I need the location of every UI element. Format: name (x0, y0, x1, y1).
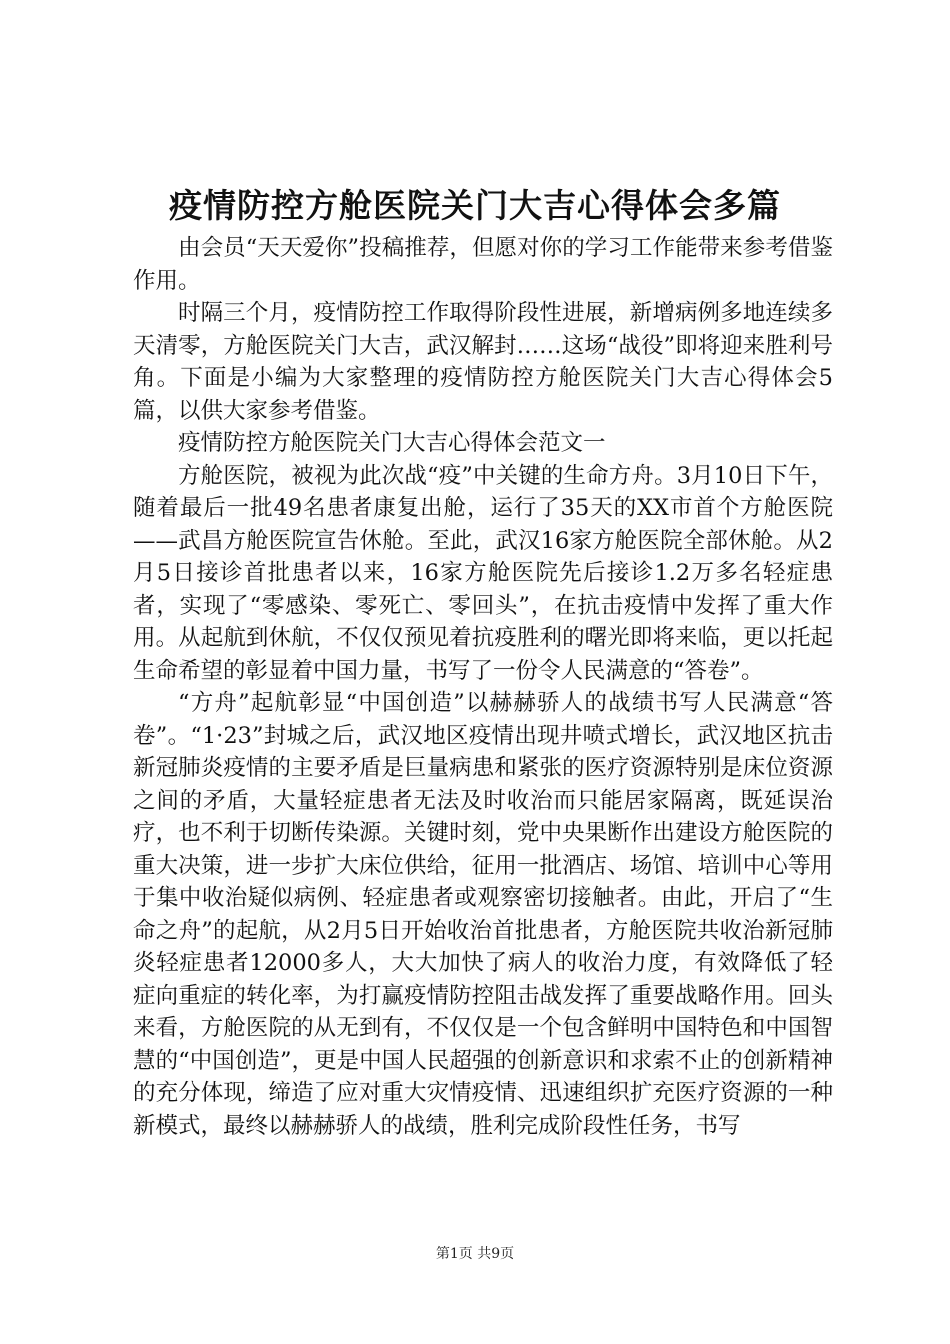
page-footer: 第1页 共9页 (435, 1246, 515, 1262)
summary-paragraph: 时隔三个月，疫情防控工作取得阶段性进展，新增病例多地连续多天清零，方舱医院关门大吉，武汉解封……这场“战役”即将迎来胜利号角。下面是小编为大家整理的疫情防控方舱医院关门大吉心得体会5篇，以供大家参考借鉴。 (133, 300, 833, 424)
body-paragraph: “方舟”起航彰显“中国创造”以赫赫骄人的战绩书写人民满意“答卷”。“1·23”封城之后，武汉地区疫情出现井喷式增长，武汉地区抗击新冠肺炎疫情的主要矛盾是巨量病患和紧张的医疗资源特别是床位资源之间的矛盾，大量轻症患者无法及时收治而只能居家隔离，既延误治疗，也不利于切断传染源。关键时刻，党中央果断作出建设方舱医院的重大决策，进一步扩大床位供给，征用一批酒店、场馆、培训中心等用于集中收治疑似病例、轻症患者或观察密切接触者。由此，开启了“生命之舟”的起航，从2月5日开始收治首批患者，方舱医院共收治新冠肺炎轻症患者12000多人，大大加快了病人的收治力度，有效降低了轻症向重症的转化率，为打赢疫情防控阻击战发挥了重要战略作用。回头来看，方舱医院的从无到有，不仅仅是一个包含鲜明中国特色和中国智慧的“中国创造”，更是中国人民超强的创新意识和求索不止的创新精神的充分体现，缔造了应对重大灾情疫情、迅速组织扩充医疗资源的一种新模式，最终以赫赫骄人的战绩，胜利完成阶段性任务，书写 (133, 690, 833, 1139)
body-paragraph: 方舱医院，被视为此次战“疫”中关键的生命方舟。3月10日下午，随着最后一批49名患者康复出舱，运行了35天的XX市首个方舱医院——武昌方舱医院宣告休舱。至此，武汉16家方舱医院全部休舱。从2月5日接诊首批患者以来，16家方舱医院先后接诊1.2万多名轻症患者，实现了“零感染、零死亡、零回头”，在抗击疫情中发挥了重大作用。从起航到休航，不仅仅预见着抗疫胜利的曙光即将来临，更以托起生命希望的彰显着中国力量，书写了一份令人民满意的“答卷”。 (133, 462, 833, 684)
section-heading: 疫情防控方舱医院关门大吉心得体会范文一 (178, 430, 606, 456)
document-title: 疫情防控方舱医院关门大吉心得体会多篇 (169, 186, 781, 225)
document-body (133, 232, 833, 1142)
intro-paragraph: 由会员“天天爱你”投稿推荐，但愿对你的学习工作能带来参考借鉴作用。 (133, 235, 833, 294)
